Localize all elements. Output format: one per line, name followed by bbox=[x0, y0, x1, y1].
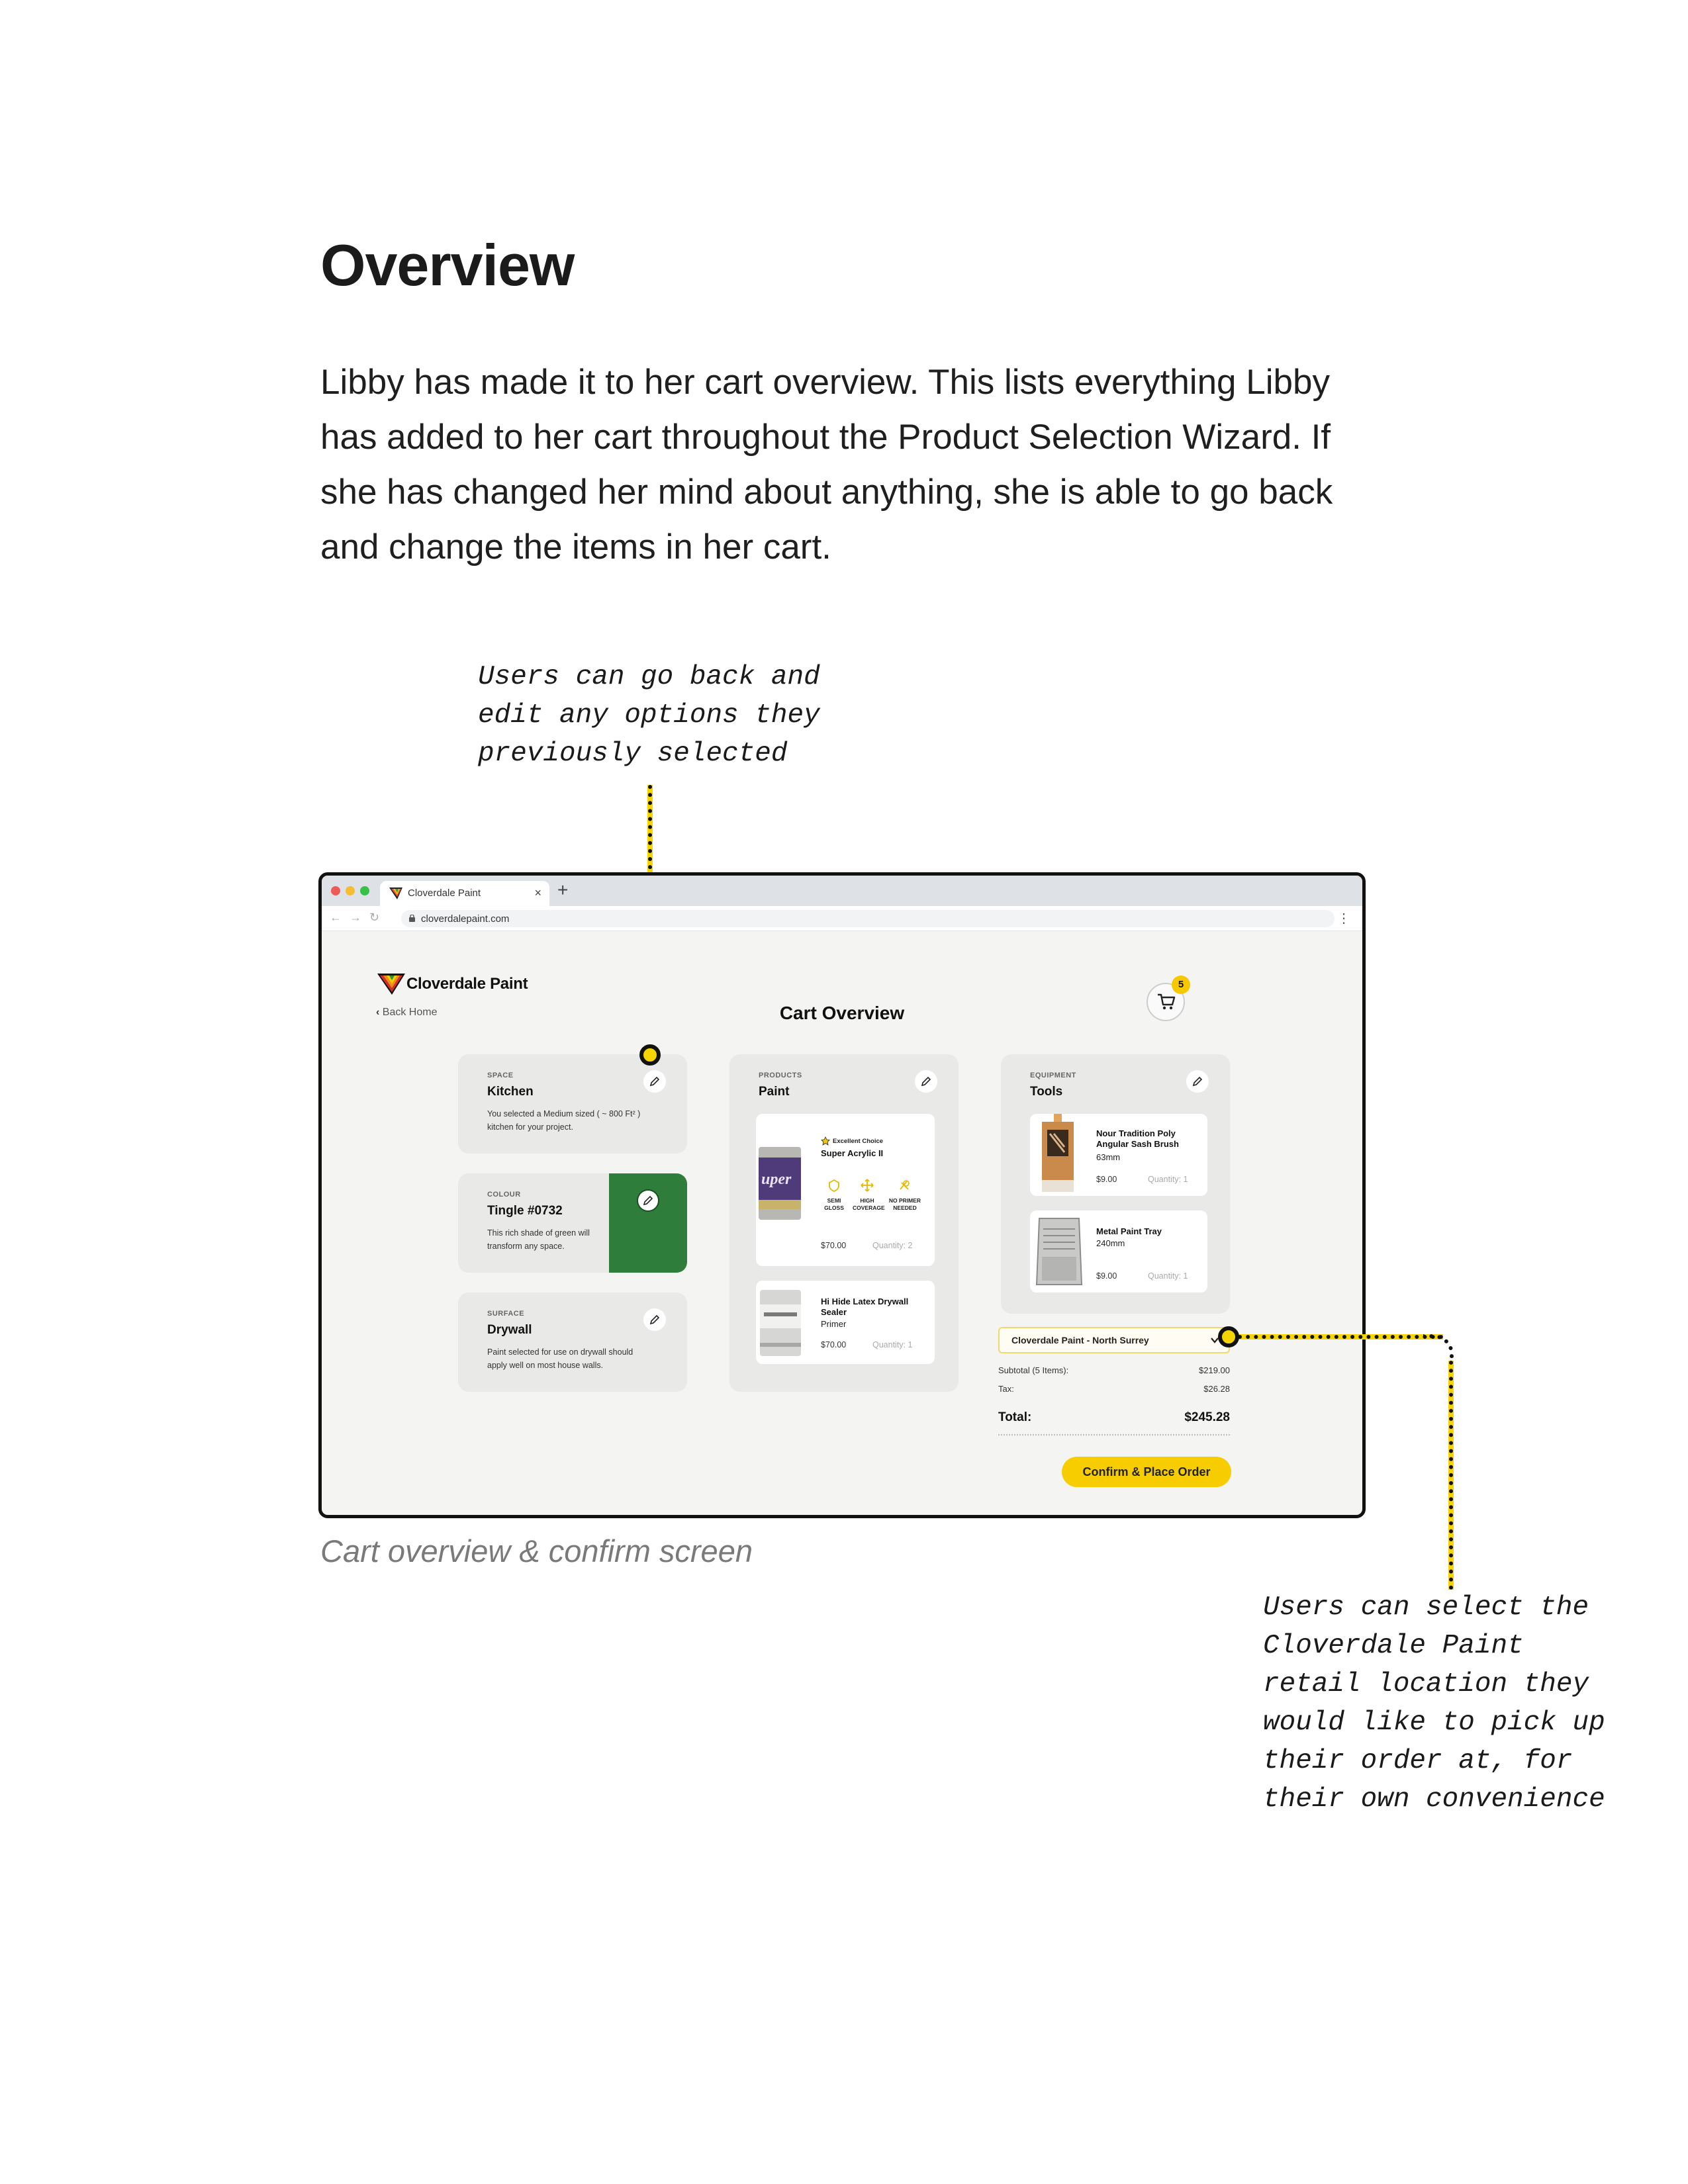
colour-swatch bbox=[609, 1173, 687, 1273]
total-label: Total: bbox=[998, 1410, 1032, 1424]
surface-title: Drywall bbox=[487, 1323, 532, 1337]
edit-colour-button[interactable] bbox=[637, 1189, 659, 1212]
minimize-window-dot[interactable] bbox=[346, 886, 355, 895]
products-title: Paint bbox=[759, 1085, 790, 1099]
screenshot-caption: Cart overview & confirm screen bbox=[320, 1533, 753, 1569]
equipment-subtitle: 240mm bbox=[1096, 1238, 1125, 1248]
feature-label: HIGH COVERAGE bbox=[853, 1197, 885, 1211]
annotation-line: their order at, for bbox=[1263, 1746, 1573, 1776]
tab-bar bbox=[322, 876, 1362, 906]
lock-icon bbox=[409, 915, 415, 922]
pencil-icon bbox=[921, 1076, 931, 1087]
edit-callout-marker bbox=[639, 1044, 661, 1066]
product-item[interactable] bbox=[756, 1281, 935, 1364]
equipment-quantity: Quantity: 1 bbox=[1148, 1271, 1188, 1281]
store-location-annotation bbox=[1263, 1588, 1605, 1819]
edit-options-annotation bbox=[478, 658, 820, 773]
chevron-left-icon: ‹ bbox=[376, 1007, 380, 1018]
equipment-item[interactable] bbox=[1030, 1114, 1207, 1196]
store-location-select[interactable] bbox=[998, 1327, 1230, 1353]
edit-space-button[interactable] bbox=[643, 1070, 666, 1093]
annotation-line: would like to pick up bbox=[1263, 1707, 1605, 1738]
equipment-item[interactable] bbox=[1030, 1210, 1207, 1293]
back-arrow-icon[interactable]: ← bbox=[330, 911, 342, 924]
location-callout-marker bbox=[1218, 1326, 1239, 1347]
paint-tray-image bbox=[1034, 1216, 1084, 1287]
excellent-choice-badge: Excellent Choice bbox=[833, 1138, 884, 1145]
primer-can-image bbox=[756, 1287, 804, 1359]
maximize-window-dot[interactable] bbox=[360, 886, 369, 895]
pencil-icon bbox=[649, 1314, 660, 1325]
equipment-quantity: Quantity: 1 bbox=[1148, 1175, 1188, 1184]
star-icon bbox=[821, 1136, 830, 1146]
annotation-line: edit any options they bbox=[478, 700, 820, 731]
forward-arrow-icon[interactable]: → bbox=[350, 911, 361, 924]
logo-mark-icon bbox=[377, 974, 405, 995]
intro-paragraph: Libby has made it to her cart overview. This lists everything Libby has added to her cart throughout the Product Selection Wizard. If she has changed her mind about anything, she is able to go back and change the items in her cart. bbox=[320, 363, 1333, 567]
page-heading: Overview bbox=[320, 232, 575, 298]
equipment-eyebrow: EQUIPMENT bbox=[1030, 1071, 1076, 1079]
url-input[interactable] bbox=[401, 910, 1335, 927]
equipment-card bbox=[1001, 1054, 1230, 1314]
equipment-name: Metal Paint Tray bbox=[1096, 1226, 1162, 1236]
product-subtitle: Primer bbox=[821, 1319, 847, 1329]
feature-label: NO PRIMER NEEDED bbox=[888, 1197, 921, 1211]
space-title: Kitchen bbox=[487, 1085, 534, 1099]
cloverdale-favicon-icon bbox=[389, 887, 402, 899]
tax-label: Tax: bbox=[998, 1384, 1014, 1394]
product-item[interactable] bbox=[756, 1114, 935, 1266]
browser-tab[interactable] bbox=[380, 881, 549, 906]
store-location-value: Cloverdale Paint - North Surrey bbox=[1011, 1335, 1149, 1345]
annotation-line: retail location they bbox=[1263, 1669, 1589, 1700]
browser-menu-icon[interactable]: ⋮ bbox=[1337, 911, 1350, 926]
confirm-place-order-button[interactable]: Confirm & Place Order bbox=[1062, 1457, 1231, 1487]
space-eyebrow: SPACE bbox=[487, 1071, 514, 1079]
total-value: $245.28 bbox=[1184, 1410, 1230, 1424]
surface-eyebrow: SURFACE bbox=[487, 1310, 525, 1318]
tax-value: $26.28 bbox=[1203, 1384, 1230, 1394]
close-window-dot[interactable] bbox=[331, 886, 340, 895]
equipment-title: Tools bbox=[1030, 1085, 1063, 1099]
paint-can-image bbox=[756, 1144, 804, 1222]
logo-text: Cloverdale Paint bbox=[406, 975, 528, 993]
pencil-icon bbox=[649, 1076, 660, 1087]
product-price: $70.00 bbox=[821, 1241, 847, 1250]
equipment-name: Nour Tradition Poly Angular Sash Brush bbox=[1096, 1128, 1179, 1149]
colour-title: Tingle #0732 bbox=[487, 1204, 563, 1218]
equipment-subtitle: 63mm bbox=[1096, 1152, 1121, 1162]
annotation-line: their own convenience bbox=[1263, 1784, 1605, 1815]
annotation-line: Users can select the bbox=[1263, 1592, 1589, 1623]
colour-card bbox=[458, 1173, 687, 1273]
space-description: You selected a Medium sized ( ~ 800 Ft² ) kitchen for your project. bbox=[487, 1109, 641, 1132]
edit-equipment-button[interactable] bbox=[1186, 1070, 1209, 1093]
summary-divider bbox=[998, 1434, 1230, 1435]
space-card bbox=[458, 1054, 687, 1154]
high-coverage-icon bbox=[861, 1179, 874, 1192]
subtotal-value: $219.00 bbox=[1199, 1365, 1230, 1375]
pencil-icon bbox=[1192, 1076, 1203, 1087]
colour-description: This rich shade of green will transform any space. bbox=[487, 1228, 590, 1251]
edit-surface-button[interactable] bbox=[643, 1308, 666, 1331]
surface-description: Paint selected for use on drywall should apply well on most house walls. bbox=[487, 1347, 633, 1370]
pencil-icon bbox=[643, 1195, 653, 1206]
location-callout-line-vertical bbox=[1448, 1361, 1454, 1590]
tab-title: Cloverdale Paint bbox=[408, 887, 481, 899]
product-price: $70.00 bbox=[821, 1340, 847, 1349]
browser-window bbox=[318, 872, 1366, 1518]
surface-card bbox=[458, 1293, 687, 1392]
edit-products-button[interactable] bbox=[915, 1070, 937, 1093]
svg-text:uper: uper bbox=[761, 1171, 792, 1188]
feature-label: SEMI GLOSS bbox=[824, 1197, 844, 1211]
cart-icon bbox=[1157, 993, 1176, 1011]
cloverdale-logo[interactable] bbox=[377, 974, 549, 996]
page-title: Cart Overview bbox=[779, 1003, 905, 1023]
address-bar bbox=[322, 906, 1362, 931]
products-card bbox=[729, 1054, 959, 1392]
equipment-price: $9.00 bbox=[1096, 1175, 1117, 1184]
annotation-line: previously selected bbox=[478, 739, 788, 769]
equipment-price: $9.00 bbox=[1096, 1271, 1117, 1281]
back-home-label: Back Home bbox=[382, 1007, 438, 1018]
subtotal-label: Subtotal (5 Items): bbox=[998, 1365, 1069, 1375]
semi-gloss-icon bbox=[827, 1179, 841, 1192]
annotation-line: Users can go back and bbox=[478, 662, 820, 692]
colour-eyebrow: COLOUR bbox=[487, 1191, 521, 1199]
products-eyebrow: PRODUCTS bbox=[759, 1071, 802, 1079]
url-text: cloverdalepaint.com bbox=[421, 913, 510, 925]
new-tab-icon[interactable]: + bbox=[557, 880, 569, 900]
annotation-line: Cloverdale Paint bbox=[1263, 1631, 1524, 1661]
sash-brush-image bbox=[1038, 1114, 1078, 1196]
no-primer-icon bbox=[898, 1179, 911, 1192]
product-quantity: Quantity: 2 bbox=[872, 1241, 913, 1250]
product-quantity: Quantity: 1 bbox=[872, 1340, 913, 1349]
cart-count-badge: 5 bbox=[1172, 976, 1190, 994]
product-name: Hi Hide Latex Drywall Sealer bbox=[821, 1297, 909, 1317]
close-tab-icon[interactable]: × bbox=[534, 886, 541, 899]
reload-icon[interactable]: ↻ bbox=[369, 911, 380, 924]
product-name: Super Acrylic II bbox=[821, 1148, 884, 1158]
